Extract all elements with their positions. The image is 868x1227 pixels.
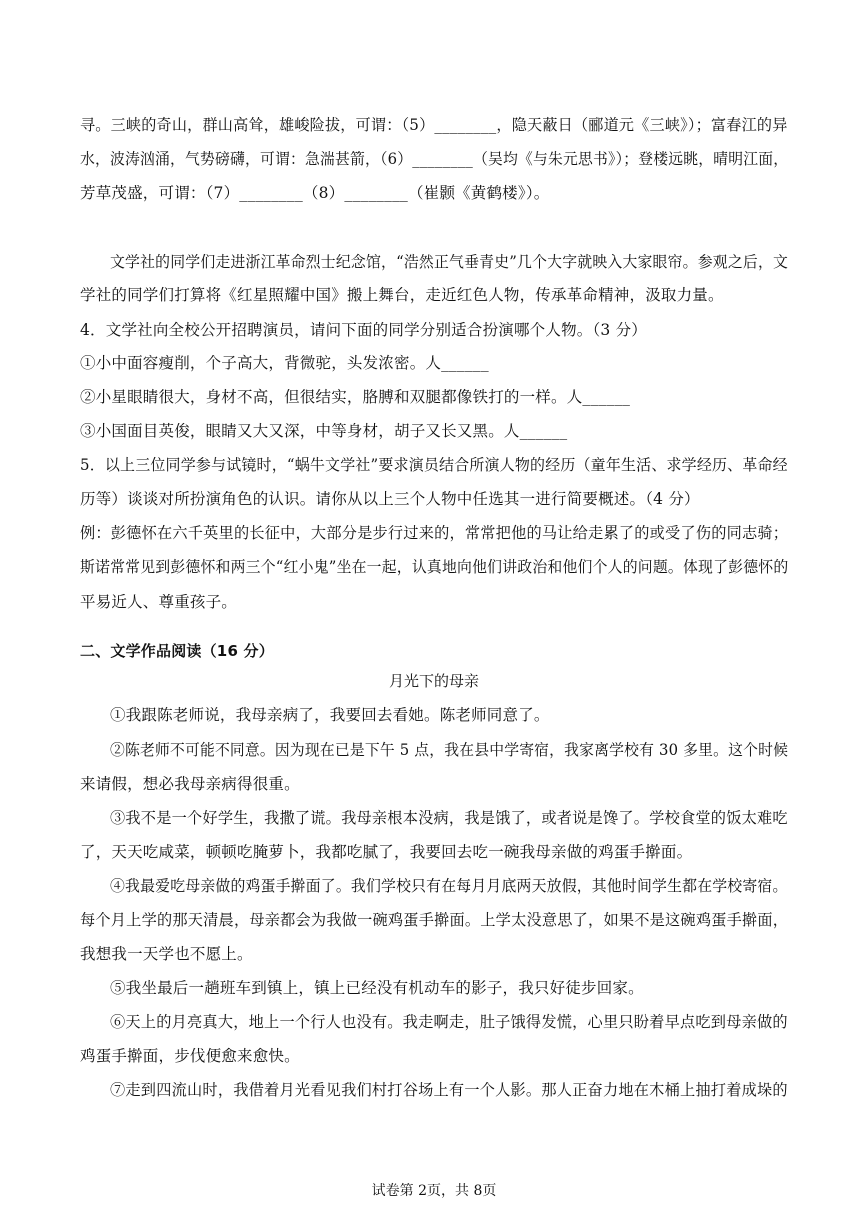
question-4-stem: 4．文学社向全校公开招聘演员，请问下面的同学分别适合扮演哪个人物。（3 分） xyxy=(80,321,648,339)
paragraph-line: ⑥天上的月亮真大，地上一个行人也没有。我走啊走，肚子饿得发慌，心里只盼着早点吃到母亲做的 xyxy=(110,1013,788,1031)
question-5-line: 5．以上三位同学参与试镜时，“蜗牛文学社”要求演员结合所演人物的经历（童年生活、求学经历、革命经 xyxy=(80,456,788,474)
poem-line: 寻。三峡的奇山，群山高耸，雄峻险拔，可谓：（5）________，隐天蔽日（郦道元《三峡》）；富春江的异 xyxy=(80,116,788,134)
paragraph-line: ⑤我坐最后一趟班车到镇上，镇上已经没有机动车的影子，我只好徒步回家。 xyxy=(110,979,644,997)
question-4-item: ①小中面容瘦削，个子高大，背微驼，头发浓密。人______ xyxy=(80,354,489,372)
poem-line: 芳草茂盛，可谓：（7）________（8）________（崔颢《黄鹤楼》）。 xyxy=(80,184,550,202)
question-5-example: 平易近人、尊重孩子。 xyxy=(80,593,238,611)
article-title: 月光下的母亲 xyxy=(388,672,479,690)
paragraph-line: 了，天天吃咸菜，顿顿吃腌萝卜，我都吃腻了，我要回去吃一碗我母亲做的鸡蛋手擀面。 xyxy=(80,843,693,861)
question-5-line: 历等）谈谈对所扮演角色的认识。请你从以上三个人物中任选其一进行简要概述。（4 分） xyxy=(80,490,700,508)
paragraph-line: 来请假，想必我母亲病得很重。 xyxy=(80,775,300,793)
paragraph-line: ⑦走到四流山时，我借着月光看见我们村打谷场上有一个人影。那人正奋力地在木桶上抽打着成垛的 xyxy=(110,1081,788,1099)
section-heading: 二、文学作品阅读（16 分） xyxy=(80,642,274,660)
intro-line: 文学社的同学们走进浙江革命烈士纪念馆，“浩然正气垂青史”几个大字就映入大家眼帘。参观之后，文 xyxy=(110,253,789,271)
paragraph-line: ①我跟陈老师说，我母亲病了，我要回去看她。陈老师同意了。 xyxy=(110,706,550,724)
poem-line: 水，波涛汹涌，气势磅礴，可谓：急湍甚箭，（6）________（吴均《与朱元思书》）；登楼远眺，晴明江面， xyxy=(80,150,789,168)
intro-line: 学社的同学们打算将《红星照耀中国》搬上舞台，走近红色人物，传承革命精神，汲取力量。 xyxy=(80,286,724,304)
question-5-example: 斯诺常常见到彭德怀和两三个“红小鬼”坐在一起，认真地向他们讲政治和他们个人的问题。体现了彭德怀的 xyxy=(80,558,789,576)
paragraph-line: 我想我一天学也不愿上。 xyxy=(80,945,253,963)
question-5-example: 例：彭德怀在六千英里的长征中，大部分是步行过来的，常常把他的马让给走累了的或受了伤的同志骑； xyxy=(80,524,789,542)
paragraph-line: ③我不是一个好学生，我撒了谎。我母亲根本没病，我是饿了，或者说是馋了。学校食堂的饭太难吃 xyxy=(110,809,788,827)
paragraph-line: 每个月上学的那天清晨，母亲都会为我做一碗鸡蛋手擀面。上学太没意思了，如果不是这碗鸡蛋手擀面， xyxy=(80,911,789,929)
paragraph-line: ④我最爱吃母亲做的鸡蛋手擀面了。我们学校只有在每月月底两天放假，其他时间学生都在学校寄宿。 xyxy=(110,877,788,895)
question-4-item: ②小星眼睛很大，身材不高，但很结实，胳膊和双腿都像铁打的一样。人______ xyxy=(80,388,631,406)
question-4-item: ③小国面目英俊，眼睛又大又深，中等身材，胡子又长又黑。人______ xyxy=(80,422,568,440)
paragraph-line: 鸡蛋手擀面，步伐便愈来愈快。 xyxy=(80,1047,300,1065)
page-footer: 试卷第 2页，共 8页 xyxy=(371,1183,497,1199)
paragraph-line: ②陈老师不可能不同意。因为现在已是下午 5 点，我在县中学寄宿，我家离学校有 30 多里。这个时候 xyxy=(110,741,789,759)
